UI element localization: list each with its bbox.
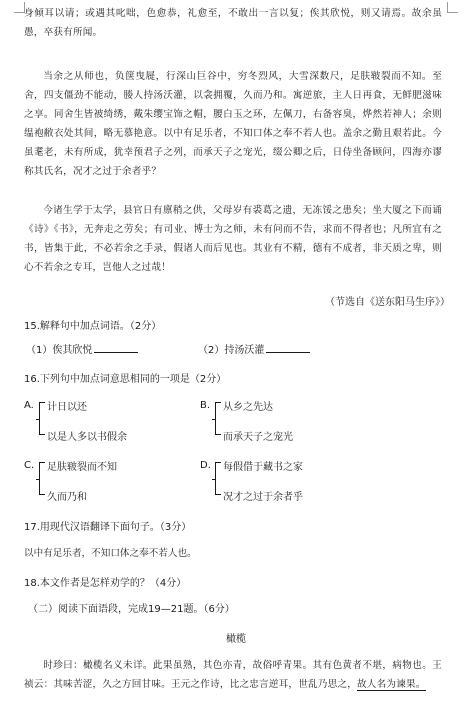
option-c-letter: C. [24,460,35,471]
section-2-title: 橄榄 [226,634,246,645]
option-b-brace [215,402,221,435]
passage-paragraph-0: 身倾耳以请；或遇其叱咄，色愈恭，礼愈至，不敢出一言以复；俟其欣悦，则又请焉。故余虽愚，卒获有所闻。 [24,8,442,38]
option-d-letter: D. [200,460,211,471]
option-c-line-2: 久而乃和 [47,492,87,503]
option-b-line-1: 从乡之先达 [223,402,273,413]
option-b-letter: B. [200,400,211,411]
option-d-brace [215,462,221,495]
passage-paragraph-2: 今诸生学于太学，县官日有廪稍之供，父母岁有裘葛之遗，无冻馁之患矣；坐大厦之下而诵《诗》《书》，无奔走之劳矣；有司业、博士为之师，未有问而不告，求而不得者也；凡所宜有之书，皆集于此，不必若余之手录，假诸人而后见也。其业有不精，德有不成者，非天质之卑，则心不若余之专耳，岂他人之过哉！ [24,205,442,273]
question-17-sentence: 以中有足乐者，不知口体之奉不若人也。 [24,548,197,559]
question-15-item-2 [198,341,310,356]
question-15-item-1-text: （1）俟其欣悦 [26,345,93,356]
option-d-line-2: 况才之过于余者乎 [223,492,303,503]
answer-blank-2[interactable] [266,343,310,353]
question-15-item-1 [26,341,138,356]
option-a-letter: A. [24,400,34,411]
option-a-line-1: 计日以还 [47,402,87,413]
option-a-brace [39,402,45,435]
passage-paragraph-1: 当余之从师也，负箧曳屣，行深山巨谷中，穷冬烈风，大雪深数尺，足肤皲裂而不知。至舍，四支僵劲不能动，媵人持汤沃灌，以衾拥覆，久而乃和。寓逆旅，主人日再食，无鲜肥滋味之享。同舍生皆被绮绣，戴朱缨宝饰之帽，腰白玉之环，左佩刀，右备容臭，烨然若神人；余则缊袍敝衣处其间，略无慕艳意。以中有足乐者，不知口体之奉不若人也。盖余之勤且艰若此。今虽耄老，未有所成，犹幸预君子之列，而承天子之宠光，缀公卿之后，日侍坐备顾问，四海亦谬称其氏名，况才之过于余者乎？ [24,71,442,177]
question-17-stem: 17.用现代汉语翻译下面句子。（3分） [24,522,192,533]
option-c-line-1: 足肤皲裂而不知 [47,462,117,473]
section-2-paragraph [24,656,442,694]
option-a-line-2: 以是人多以书假余 [47,432,127,443]
section-2-heading: （二）阅读下面语段，完成19—21题。（6分） [28,604,235,615]
passage-source: （节选自《送东阳马生序》） [325,297,450,308]
answer-blank-1[interactable] [94,343,138,353]
section-2-paragraph-text: 时珍曰：橄榄名义未详。此果虽熟，其色亦青，故俗呼青果。其有色黄者不堪，病物也。王祯云：其味苦涩，久之方回甘味。王元之作诗，比之忠言逆耳，世乱乃思之， [24,660,442,690]
section-2-underlined-sentence: 故人名为谏果。 [357,679,426,690]
option-c-brace [39,462,45,495]
question-15-stem: 15.解释句中加点词语。（2分） [24,321,162,332]
page-corner-mark-right [447,2,458,13]
option-d-line-1: 每假借于藏书之家 [223,462,303,473]
question-18-stem: 18.本文作者是怎样劝学的？（4分） [24,578,187,589]
question-16-stem: 16.下列句中加点词意思相同的一项是（2分） [24,374,227,385]
option-b-line-2: 而承天子之宠光 [223,432,293,443]
question-15-item-2-text: （2）持汤沃灌 [198,345,265,356]
